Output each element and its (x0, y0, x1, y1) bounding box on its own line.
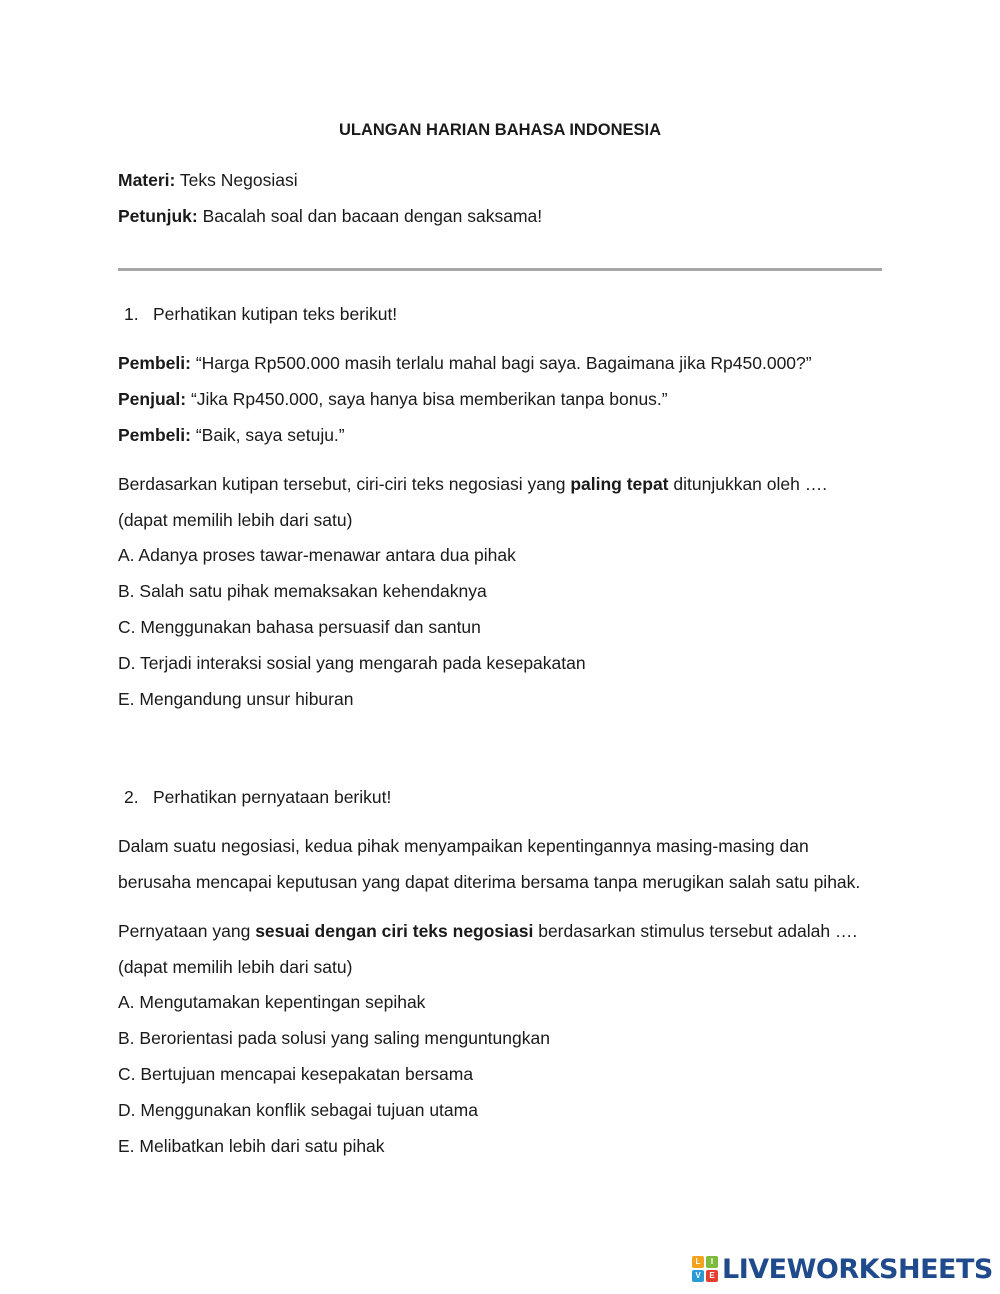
logo-mark-letter: E (706, 1270, 718, 1282)
materi-value: Teks Negosiasi (175, 170, 298, 190)
petunjuk-line (118, 205, 542, 227)
page-title: ULANGAN HARIAN BAHASA INDONESIA (338, 121, 662, 139)
q2-stimulus-line: Dalam suatu negosiasi, kedua pihak menyampaikan kepentingannya masing-masing dan (118, 836, 809, 856)
logo-mark-letter: I (706, 1256, 718, 1268)
materi-label: Materi: (118, 170, 176, 190)
q1-prompt: Perhatikan kutipan teks berikut! (153, 304, 398, 324)
q2-question-pre: Pernyataan yang (118, 921, 256, 941)
dialogue-speaker: Penjual: (118, 389, 187, 409)
q2-option-a[interactable]: A. Mengutamakan kepentingan sepihak (118, 992, 426, 1012)
q1-option-d[interactable]: D. Terjadi interaksi sosial yang mengarah pada kesepakatan (118, 653, 586, 673)
q2-prompt-line (118, 786, 391, 808)
q2-stimulus-line: berusaha mencapai keputusan yang dapat diterima bersama tanpa merugikan salah satu pihak. (118, 872, 861, 892)
petunjuk-value: Bacalah soal dan bacaan dengan saksama! (197, 206, 543, 226)
q2-note: (dapat memilih lebih dari satu) (118, 957, 353, 977)
q1-dialogue-line (118, 352, 812, 374)
dialogue-text: “Harga Rp500.000 masih terlalu mahal bagi saya. Bagaimana jika Rp450.000?” (190, 353, 812, 373)
logo-mark-letter: L (692, 1256, 704, 1268)
q1-dialogue-line (118, 424, 345, 446)
logo-text: LIVEWORKSHEETS (722, 1253, 993, 1285)
q2-option-e[interactable]: E. Melibatkan lebih dari satu pihak (118, 1136, 385, 1156)
q1-question-bold: paling tepat (570, 474, 669, 494)
liveworksheets-logo (692, 1253, 993, 1285)
q2-question (118, 920, 857, 942)
q1-option-a[interactable]: A. Adanya proses tawar-menawar antara dua pihak (118, 545, 516, 565)
q2-option-c[interactable]: C. Bertujuan mencapai kesepakatan bersama (118, 1064, 474, 1084)
petunjuk-label: Petunjuk: (118, 206, 198, 226)
q2-option-d[interactable]: D. Menggunakan konflik sebagai tujuan utama (118, 1100, 478, 1120)
q2-number: 2. (124, 787, 139, 807)
q2-question-post: berdasarkan stimulus tersebut adalah …. (533, 921, 858, 941)
q1-option-e[interactable]: E. Mengandung unsur hiburan (118, 689, 354, 709)
logo-mark-icon (692, 1256, 718, 1282)
materi-line (118, 169, 298, 191)
q1-prompt-line (118, 303, 397, 325)
q2-question-bold: sesuai dengan ciri teks negosiasi (255, 921, 534, 941)
dialogue-speaker: Pembeli: (118, 353, 191, 373)
q2-option-b[interactable]: B. Berorientasi pada solusi yang saling menguntungkan (118, 1028, 550, 1048)
q1-question-pre: Berdasarkan kutipan tersebut, ciri-ciri teks negosiasi yang (118, 474, 571, 494)
q2-prompt: Perhatikan pernyataan berikut! (153, 787, 392, 807)
q1-note: (dapat memilih lebih dari satu) (118, 510, 353, 530)
divider (118, 268, 882, 271)
q1-question-post: ditunjukkan oleh …. (668, 474, 828, 494)
q1-number: 1. (124, 304, 139, 324)
dialogue-speaker: Pembeli: (118, 425, 191, 445)
q1-option-c[interactable]: C. Menggunakan bahasa persuasif dan santun (118, 617, 481, 637)
q1-question (118, 473, 827, 495)
q1-option-b[interactable]: B. Salah satu pihak memaksakan kehendaknya (118, 581, 487, 601)
dialogue-text: “Baik, saya setuju.” (190, 425, 345, 445)
q1-dialogue-line (118, 388, 668, 410)
dialogue-text: “Jika Rp450.000, saya hanya bisa memberikan tanpa bonus.” (186, 389, 668, 409)
logo-mark-letter: V (692, 1270, 704, 1282)
